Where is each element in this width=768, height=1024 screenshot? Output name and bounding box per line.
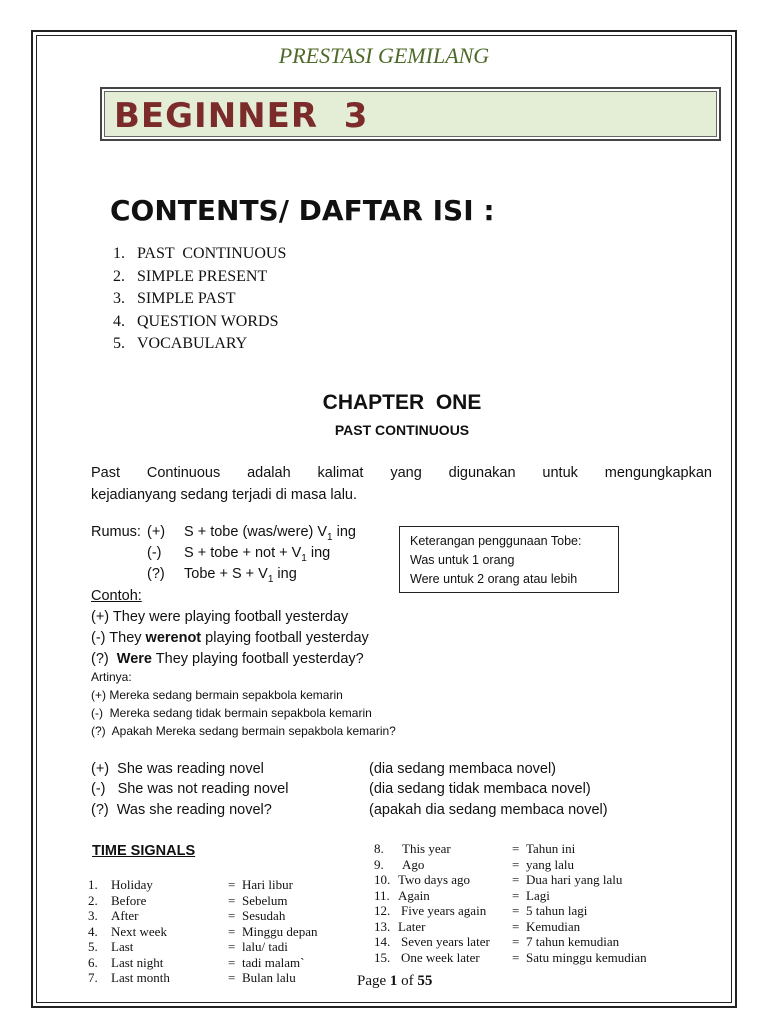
formula-text: S + tobe + not + $V_1$ ing — [184, 545, 331, 564]
formula-sign: (+) — [147, 524, 166, 540]
toc-item: 4. QUESTION WORDS — [113, 312, 279, 330]
time-signals-left — [88, 877, 317, 986]
page-footer: Page 1 of 55 — [357, 973, 433, 989]
vocab-row: 2. Before = Sebelum — [88, 892, 288, 908]
example2-id: (dia sedang membaca novel) — [369, 761, 556, 777]
example2-id: (dia sedang tidak membaca novel) — [369, 781, 591, 797]
intro-paragraph: Past Continuous adalah kalimat yang digunakan untuk mengungkapkan kejadianyang sedang terjadi di masa lalu. — [91, 465, 712, 503]
vocab-row: 4. Next week = Minggu depan — [88, 923, 318, 939]
vocab-row: 12. Five years again = 5 tahun lagi — [374, 903, 588, 918]
chapter-heading: CHAPTER ONE — [322, 391, 482, 414]
vocab-row: 8. This year = Tahun ini — [374, 841, 576, 856]
table-of-contents — [113, 243, 286, 356]
time-signals-heading: TIME SIGNALS — [92, 843, 196, 859]
vocab-row: 14. Seven years later = 7 tahun kemudian — [374, 934, 620, 949]
vocab-row: 6. Last night = tadi malam` — [88, 954, 305, 970]
translation-line: (-) Mereka sedang tidak bermain sepakbola kemarin — [91, 706, 372, 720]
contents-heading: CONTENTS/ DAFTAR ISI : — [110, 194, 495, 227]
example-sentence: (+) They were playing football yesterday — [91, 609, 349, 625]
vocab-row: 9. Ago = yang lalu — [374, 856, 575, 872]
formula-text: S + tobe (was/were) $V_1$ ing — [184, 524, 356, 543]
translation-label: Artinya: — [91, 670, 132, 684]
vocab-row: 15. One week later = Satu minggu kemudian — [374, 949, 647, 965]
document-title: BEGINNER 3 — [114, 96, 369, 136]
chapter-subtitle: PAST CONTINUOUS — [334, 422, 470, 438]
translation-line: (+) Mereka sedang bermain sepakbola kemarin — [91, 688, 343, 702]
toc-item: 1. PAST CONTINUOUS — [113, 245, 287, 262]
example2-en: (?) Was she reading novel? — [91, 802, 272, 818]
formula-sign: (?) — [147, 566, 165, 582]
example-sentence: (-) They werenot playing football yesterday — [91, 630, 369, 646]
vocab-row: 10. Two days ago = Dua hari yang lalu — [374, 872, 623, 887]
title-box — [100, 87, 721, 141]
vocab-row: 1. Holiday = Hari libur — [88, 877, 293, 892]
vocab-row: 5. Last = lalu/ tadi — [88, 939, 288, 954]
vocab-row: 3. After = Sesudah — [88, 908, 286, 923]
example2-id: (apakah dia sedang membaca novel) — [369, 802, 608, 818]
vocab-row: 13. Later = Kemudian — [374, 918, 581, 934]
tobe-note-box: Keterangan penggunaan Tobe: Was untuk 1 orang Were untuk 2 orang atau lebih — [399, 526, 619, 593]
vocab-row: 7. Last month = Bulan lalu — [88, 970, 296, 985]
toc-item: 2. SIMPLE PRESENT — [113, 267, 268, 285]
translation-line: (?) Apakah Mereka sedang bermain sepakbola kemarin? — [91, 724, 396, 738]
example2-en: (-) She was not reading novel — [91, 781, 289, 797]
formula-label: Rumus: — [91, 524, 141, 540]
time-signals-right — [374, 841, 647, 965]
example2-en: (+) She was reading novel — [91, 761, 264, 777]
page-header: PRESTASI GEMILANG — [278, 43, 490, 68]
toc-item: 5. VOCABULARY — [113, 335, 248, 352]
example-sentence: (?) Were They playing football yesterday? — [91, 651, 364, 667]
toc-item: 3. SIMPLE PAST — [113, 290, 236, 307]
vocab-row: 11. Again = Lagi — [374, 887, 550, 903]
formula-text: Tobe + $S + V_1$ ing — [184, 566, 297, 585]
example-label: Contoh: — [91, 588, 142, 604]
formula-sign: (-) — [147, 545, 162, 561]
